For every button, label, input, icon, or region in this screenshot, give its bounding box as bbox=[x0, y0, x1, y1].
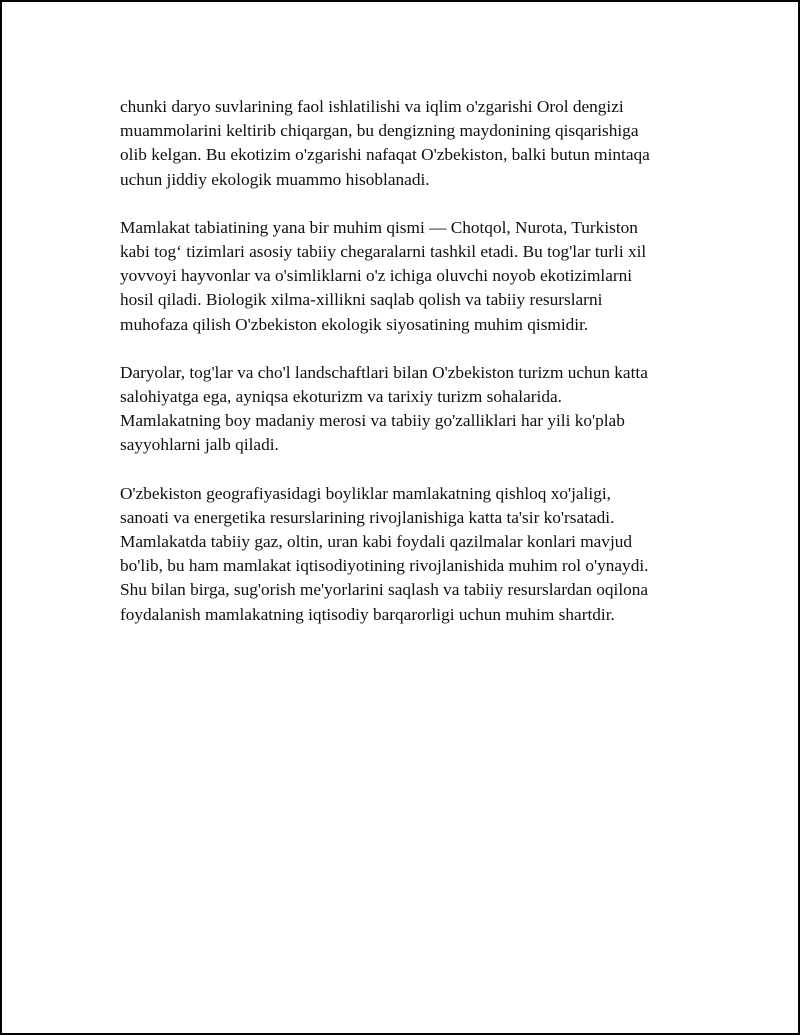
paragraph-tourism: Daryolar, tog'lar va cho'l landschaftlari bilan O'zbekiston turizm uchun katta salohiyatga ega, ayniqsa ekoturizm va tarixiy turizm sohalarida. Mamlakatning boy madaniy merosi va tabiiy go'zalliklari har yili ko'plab sayyohlarni jalb qiladi. bbox=[120, 362, 648, 455]
document-body bbox=[120, 95, 695, 651]
paragraph-resources: O'zbekiston geografiyasidagi boyliklar mamlakatning qishloq xo'jaligi, sanoati va energetika resurslarining rivojlanishiga katta ta'sir ko'rsatadi. Mamlakatda tabiiy gaz, oltin, uran kabi foydali qazilmalar konlari mavjud bo'lib, bu ham mamlakat iqtisodiyotining rivojlanishida muhim rol o'ynaydi. Shu bilan birga, sug'orish me'yorlarini saqlash va tabiiy resurslardan oqilona foydalanish mamlakatning iqtisodiy barqarorligi uchun muhim shartdir. bbox=[120, 483, 649, 624]
paragraph-mountains: Mamlakat tabiatining yana bir muhim qismi — Chotqol, Nurota, Turkiston kabi tog‘ tizimlari asosiy tabiiy chegaralarni tashkil etadi. Bu tog'lar turli xil yovvoyi hayvonlar va o'simliklarni o'z ichiga oluvchi noyob ekotizimlarni hosil qiladi. Biologik xilma-xillikni saqlab qolish va tabiiy resurslarni muhofaza qilish O'zbekiston ekologik siyosatining muhim qismidir. bbox=[120, 217, 647, 334]
paragraph-aral-sea: chunki daryo suvlarining faol ishlatilishi va iqlim o'zgarishi Orol dengizi muammolarini keltirib chiqargan, bu dengizning maydonining qisqarishiga olib kelgan. Bu ekotizim o'zgarishi nafaqat O'zbekiston, balki butun mintaqa uchun jiddiy ekologik muammo hisoblanadi. bbox=[120, 97, 650, 189]
